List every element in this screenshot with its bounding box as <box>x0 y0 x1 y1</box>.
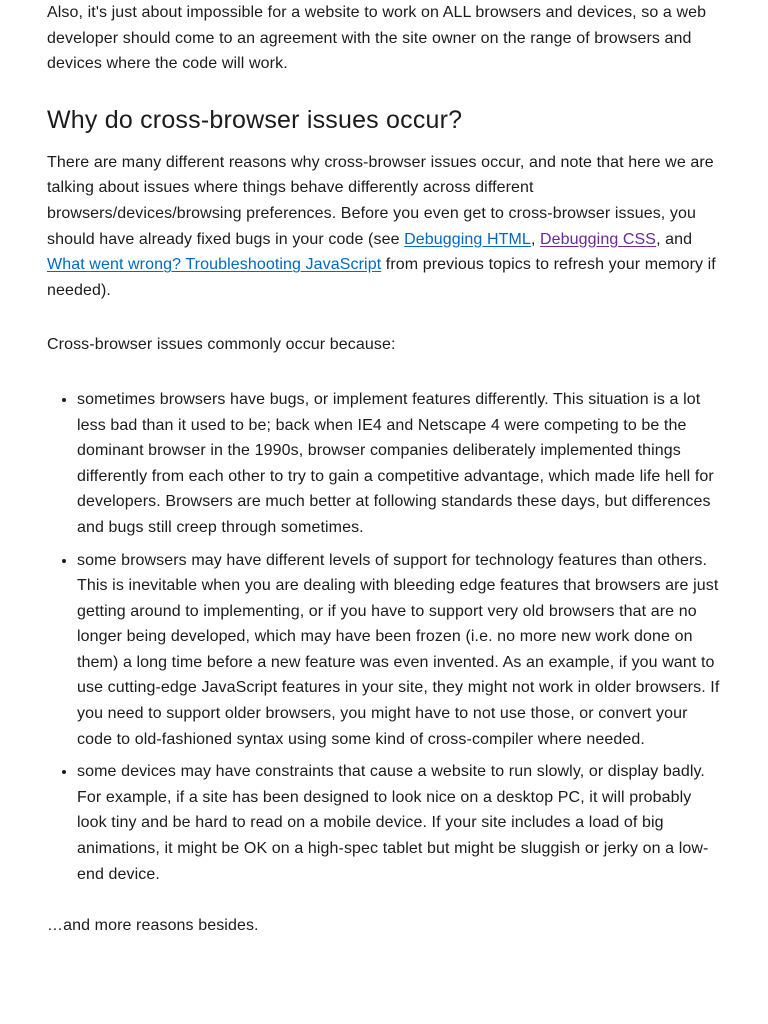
article-content <box>47 0 724 939</box>
section-heading: Why do cross-browser issues occur? <box>47 105 463 134</box>
debugging-html-link[interactable]: Debugging HTML <box>404 230 531 248</box>
because-paragraph: Cross-browser issues commonly occur because: <box>47 336 396 354</box>
list-item: • sometimes browsers have bugs, or implement features differently. This situation is a lot less bad than it used to be; back when IE4 and Netscape 4 were competing to be the dominant browser in the 1990s, browser companies deliberately implemented things differently from each other to try to gain a competitive advantage, which made life hell for developers. Browsers are much better at following standards these days, but differences and bugs still creep through sometimes. <box>77 387 724 541</box>
list-item: • some browsers may have different levels of support for technology features than others. This is inevitable when you are dealing with bleeding edge features that browsers are just getting around to implementing, or if you have to support very old browsers that are no longer being developed, which may have been frozen (i.e. no more new work done on them) a long time before a new feature was even invented. As an example, if you want to use cutting-edge JavaScript features in your site, they might not work in older browsers. If you need to support older browsers, you might have to not use those, or convert your code to old-fashioned syntax using some kind of cross-compiler where needed. <box>77 548 724 753</box>
reasons-paragraph <box>47 150 724 304</box>
debugging-css-link[interactable]: Debugging CSS <box>540 230 657 248</box>
reasons-text-after: from previous topics to refresh your memory if needed). <box>47 256 716 299</box>
intro-paragraph: Also, it's just about impossible for a website to work on ALL browsers and devices, so a web developer should come to an agreement with the site owner on the range of browsers and devices where the code will work. <box>47 4 707 73</box>
reasons-list <box>47 387 724 887</box>
troubleshooting-javascript-link[interactable]: What went wrong? Troubleshooting JavaScript <box>47 256 382 274</box>
reasons-text-before: There are many different reasons why cross-browser issues occur, and note that here we are talking about issues where things behave differently across different browsers/devices/browsing preferences. Before you even get to cross-browser issues, you should have already fixed bugs in your code (see <box>47 153 714 248</box>
separator-text: , and <box>656 230 693 248</box>
closing-paragraph: …and more reasons besides. <box>47 917 259 935</box>
separator-text: , <box>530 230 541 248</box>
list-item: • some devices may have constraints that cause a website to run slowly, or display badly. For example, if a site has been designed to look nice on a desktop PC, it will probably look tiny and be hard to read on a mobile device. If your site includes a load of big animations, it might be OK on a high-spec tablet but might be sluggish or jerky on a low-end device. <box>77 759 724 887</box>
